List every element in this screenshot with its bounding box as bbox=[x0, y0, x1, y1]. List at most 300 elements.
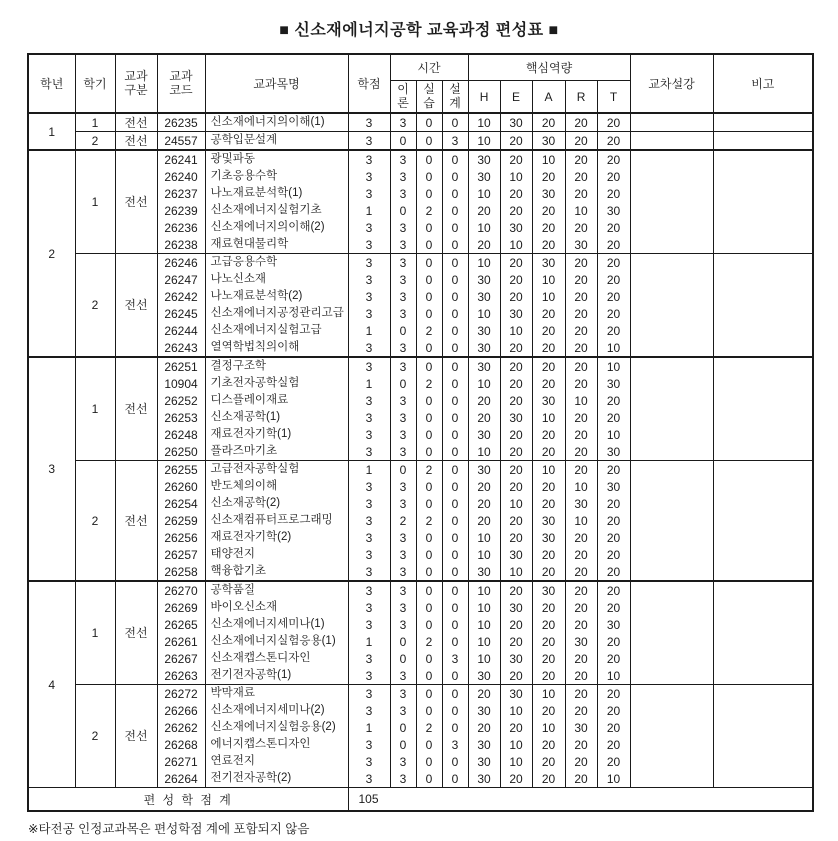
course-code-cell: 26262 bbox=[157, 719, 205, 736]
heart-e-cell: 20 bbox=[500, 392, 532, 409]
credits-cell: 3 bbox=[348, 185, 390, 202]
heart-r-cell: 20 bbox=[565, 546, 597, 563]
heart-a-cell: 20 bbox=[532, 426, 565, 443]
course-row bbox=[28, 357, 813, 375]
heart-r-cell: 20 bbox=[565, 168, 597, 185]
heart-r-cell: 20 bbox=[565, 616, 597, 633]
cross-lecture-cell bbox=[630, 219, 713, 236]
heart-r-cell: 20 bbox=[565, 736, 597, 753]
heart-h-cell: 30 bbox=[468, 357, 500, 375]
heart-r-cell: 20 bbox=[565, 461, 597, 479]
theory-hours-cell: 3 bbox=[390, 357, 416, 375]
heart-t-cell: 20 bbox=[597, 271, 630, 288]
heart-a-cell: 20 bbox=[532, 616, 565, 633]
theory-hours-cell: 3 bbox=[390, 581, 416, 599]
design-hours-cell: 0 bbox=[442, 770, 468, 788]
heart-t-cell: 20 bbox=[597, 219, 630, 236]
credits-cell: 3 bbox=[348, 339, 390, 357]
remarks-cell bbox=[713, 375, 813, 392]
heart-t-cell: 20 bbox=[597, 546, 630, 563]
remarks-cell bbox=[713, 495, 813, 512]
course-code-cell: 26260 bbox=[157, 478, 205, 495]
course-name-cell: 나노신소재 bbox=[205, 271, 348, 288]
heart-t-cell: 20 bbox=[597, 168, 630, 185]
design-hours-cell: 0 bbox=[442, 322, 468, 339]
practice-hours-cell: 0 bbox=[416, 426, 442, 443]
practice-hours-cell: 0 bbox=[416, 132, 442, 151]
cross-lecture-cell bbox=[630, 667, 713, 685]
category-cell: 전선 bbox=[115, 113, 157, 132]
practice-hours-cell: 2 bbox=[416, 322, 442, 339]
heart-e-cell: 20 bbox=[500, 271, 532, 288]
heart-h-cell: 30 bbox=[468, 461, 500, 479]
heart-r-cell: 20 bbox=[565, 113, 597, 132]
practice-hours-cell: 0 bbox=[416, 150, 442, 168]
design-hours-cell: 0 bbox=[442, 495, 468, 512]
course-code-cell: 26238 bbox=[157, 236, 205, 254]
heart-r-cell: 30 bbox=[565, 633, 597, 650]
total-credits-row bbox=[28, 788, 813, 812]
heart-e-cell: 30 bbox=[500, 409, 532, 426]
heart-t-cell: 20 bbox=[597, 132, 630, 151]
course-name-cell: 전기전자공학(2) bbox=[205, 770, 348, 788]
heart-h-cell: 30 bbox=[468, 563, 500, 581]
course-name-cell: 플라즈마기초 bbox=[205, 443, 348, 461]
theory-hours-cell: 0 bbox=[390, 719, 416, 736]
year-cell: 1 bbox=[28, 113, 75, 150]
heart-e-cell: 20 bbox=[500, 719, 532, 736]
course-name-cell: 신소재에너지실험응용(2) bbox=[205, 719, 348, 736]
cross-lecture-cell bbox=[630, 426, 713, 443]
heart-t-cell: 20 bbox=[597, 581, 630, 599]
heart-a-cell: 20 bbox=[532, 339, 565, 357]
theory-hours-cell: 0 bbox=[390, 202, 416, 219]
course-code-cell: 26252 bbox=[157, 392, 205, 409]
heart-h-cell: 30 bbox=[468, 702, 500, 719]
heart-h-cell: 10 bbox=[468, 375, 500, 392]
heart-t-cell: 20 bbox=[597, 753, 630, 770]
theory-hours-cell: 3 bbox=[390, 113, 416, 132]
heart-h-cell: 10 bbox=[468, 616, 500, 633]
semester-cell: 2 bbox=[75, 254, 115, 358]
heart-h-cell: 10 bbox=[468, 443, 500, 461]
course-code-cell: 26239 bbox=[157, 202, 205, 219]
course-code-cell: 26271 bbox=[157, 753, 205, 770]
heart-h-cell: 20 bbox=[468, 719, 500, 736]
cross-lecture-cell bbox=[630, 616, 713, 633]
theory-hours-cell: 3 bbox=[390, 305, 416, 322]
cross-lecture-cell bbox=[630, 150, 713, 168]
theory-hours-cell: 0 bbox=[390, 650, 416, 667]
credits-cell: 3 bbox=[348, 288, 390, 305]
year-cell: 2 bbox=[28, 150, 75, 357]
design-hours-cell: 0 bbox=[442, 563, 468, 581]
practice-hours-cell: 0 bbox=[416, 753, 442, 770]
course-code-cell: 26235 bbox=[157, 113, 205, 132]
course-name-cell: 신소재에너지실험고급 bbox=[205, 322, 348, 339]
remarks-cell bbox=[713, 254, 813, 272]
course-name-cell: 신소재에너지실험응용(1) bbox=[205, 633, 348, 650]
theory-hours-cell: 0 bbox=[390, 322, 416, 339]
col-code-header: 교과 코드 bbox=[157, 54, 205, 113]
course-code-cell: 26264 bbox=[157, 770, 205, 788]
theory-hours-cell: 3 bbox=[390, 392, 416, 409]
theory-hours-cell: 3 bbox=[390, 753, 416, 770]
heart-t-cell: 20 bbox=[597, 633, 630, 650]
heart-h-cell: 20 bbox=[468, 685, 500, 703]
practice-hours-cell: 0 bbox=[416, 650, 442, 667]
heart-a-cell: 20 bbox=[532, 357, 565, 375]
heart-t-cell: 30 bbox=[597, 616, 630, 633]
course-code-cell: 26243 bbox=[157, 339, 205, 357]
course-name-cell: 연료전지 bbox=[205, 753, 348, 770]
remarks-cell bbox=[713, 202, 813, 219]
practice-hours-cell: 0 bbox=[416, 563, 442, 581]
heart-r-cell: 20 bbox=[565, 375, 597, 392]
heart-a-cell: 10 bbox=[532, 271, 565, 288]
credits-cell: 3 bbox=[348, 392, 390, 409]
course-name-cell: 신소재에너지세미나(2) bbox=[205, 702, 348, 719]
remarks-cell bbox=[713, 512, 813, 529]
heart-r-cell: 20 bbox=[565, 185, 597, 202]
heart-t-cell: 20 bbox=[597, 702, 630, 719]
remarks-cell bbox=[713, 753, 813, 770]
practice-hours-cell: 0 bbox=[416, 392, 442, 409]
remarks-cell bbox=[713, 650, 813, 667]
design-hours-cell: 0 bbox=[442, 236, 468, 254]
practice-hours-cell: 0 bbox=[416, 236, 442, 254]
design-hours-cell: 0 bbox=[442, 512, 468, 529]
cross-lecture-cell bbox=[630, 236, 713, 254]
heart-r-cell: 20 bbox=[565, 563, 597, 581]
design-hours-cell: 0 bbox=[442, 150, 468, 168]
theory-hours-cell: 3 bbox=[390, 685, 416, 703]
heart-t-cell: 20 bbox=[597, 685, 630, 703]
course-row bbox=[28, 685, 813, 703]
practice-hours-cell: 0 bbox=[416, 339, 442, 357]
heart-e-cell: 10 bbox=[500, 753, 532, 770]
heart-e-cell: 30 bbox=[500, 599, 532, 616]
credits-cell: 3 bbox=[348, 650, 390, 667]
credits-cell: 3 bbox=[348, 357, 390, 375]
design-hours-cell: 0 bbox=[442, 339, 468, 357]
credits-cell: 3 bbox=[348, 426, 390, 443]
theory-hours-cell: 3 bbox=[390, 546, 416, 563]
heart-a-cell: 10 bbox=[532, 719, 565, 736]
cross-lecture-cell bbox=[630, 512, 713, 529]
course-code-cell: 26255 bbox=[157, 461, 205, 479]
design-hours-cell: 0 bbox=[442, 357, 468, 375]
practice-hours-cell: 0 bbox=[416, 168, 442, 185]
practice-hours-cell: 2 bbox=[416, 461, 442, 479]
theory-hours-cell: 3 bbox=[390, 409, 416, 426]
credits-cell: 3 bbox=[348, 495, 390, 512]
course-code-cell: 26261 bbox=[157, 633, 205, 650]
heart-h-cell: 10 bbox=[468, 650, 500, 667]
practice-hours-cell: 0 bbox=[416, 443, 442, 461]
heart-h-cell: 10 bbox=[468, 546, 500, 563]
cross-lecture-cell bbox=[630, 685, 713, 703]
credits-cell: 3 bbox=[348, 132, 390, 151]
course-name-cell: 열역학법칙의이해 bbox=[205, 339, 348, 357]
heart-e-cell: 20 bbox=[500, 667, 532, 685]
course-name-cell: 재료현대물리학 bbox=[205, 236, 348, 254]
heart-a-cell: 30 bbox=[532, 581, 565, 599]
heart-a-cell: 30 bbox=[532, 392, 565, 409]
design-hours-cell: 0 bbox=[442, 753, 468, 770]
course-name-cell: 신소재컴퓨터프로그래밍 bbox=[205, 512, 348, 529]
cross-lecture-cell bbox=[630, 495, 713, 512]
design-hours-cell: 0 bbox=[442, 375, 468, 392]
category-cell: 전선 bbox=[115, 357, 157, 461]
heart-a-cell: 20 bbox=[532, 478, 565, 495]
course-name-cell: 기초응용수학 bbox=[205, 168, 348, 185]
heart-a-cell: 10 bbox=[532, 288, 565, 305]
theory-hours-cell: 3 bbox=[390, 185, 416, 202]
heart-r-cell: 20 bbox=[565, 288, 597, 305]
heart-r-cell: 20 bbox=[565, 254, 597, 272]
credits-cell: 3 bbox=[348, 753, 390, 770]
cross-lecture-cell bbox=[630, 753, 713, 770]
heart-a-cell: 20 bbox=[532, 202, 565, 219]
design-hours-cell: 0 bbox=[442, 685, 468, 703]
heart-t-cell: 20 bbox=[597, 529, 630, 546]
table-header bbox=[28, 54, 813, 113]
theory-hours-cell: 3 bbox=[390, 150, 416, 168]
remarks-cell bbox=[713, 546, 813, 563]
credits-cell: 3 bbox=[348, 546, 390, 563]
credits-cell: 3 bbox=[348, 563, 390, 581]
heart-h-cell: 30 bbox=[468, 667, 500, 685]
credits-cell: 3 bbox=[348, 478, 390, 495]
heart-r-cell: 20 bbox=[565, 271, 597, 288]
curriculum-table bbox=[27, 53, 814, 812]
heart-h-cell: 20 bbox=[468, 236, 500, 254]
course-code-cell: 26248 bbox=[157, 426, 205, 443]
heart-r-cell: 10 bbox=[565, 202, 597, 219]
credits-cell: 3 bbox=[348, 685, 390, 703]
cross-lecture-cell bbox=[630, 736, 713, 753]
heart-h-cell: 20 bbox=[468, 512, 500, 529]
credits-cell: 3 bbox=[348, 736, 390, 753]
course-name-cell: 신소재에너지실험기초 bbox=[205, 202, 348, 219]
theory-hours-cell: 3 bbox=[390, 288, 416, 305]
heart-a-cell: 20 bbox=[532, 753, 565, 770]
design-hours-cell: 0 bbox=[442, 426, 468, 443]
design-hours-cell: 0 bbox=[442, 529, 468, 546]
practice-hours-cell: 0 bbox=[416, 770, 442, 788]
heart-r-cell: 20 bbox=[565, 529, 597, 546]
cross-lecture-cell bbox=[630, 392, 713, 409]
design-hours-cell: 3 bbox=[442, 650, 468, 667]
remarks-cell bbox=[713, 461, 813, 479]
col-time-group-header: 시간 bbox=[390, 54, 468, 81]
heart-h-cell: 30 bbox=[468, 322, 500, 339]
cross-lecture-cell bbox=[630, 478, 713, 495]
col-course-name-header: 교과목명 bbox=[205, 54, 348, 113]
heart-t-cell: 20 bbox=[597, 495, 630, 512]
course-code-cell: 26265 bbox=[157, 616, 205, 633]
heart-a-cell: 20 bbox=[532, 236, 565, 254]
heart-a-cell: 10 bbox=[532, 461, 565, 479]
credits-cell: 1 bbox=[348, 202, 390, 219]
credits-cell: 3 bbox=[348, 443, 390, 461]
remarks-cell bbox=[713, 685, 813, 703]
heart-t-cell: 20 bbox=[597, 461, 630, 479]
practice-hours-cell: 0 bbox=[416, 478, 442, 495]
heart-e-cell: 10 bbox=[500, 322, 532, 339]
cross-lecture-cell bbox=[630, 719, 713, 736]
heart-t-cell: 10 bbox=[597, 770, 630, 788]
course-name-cell: 핵융합기초 bbox=[205, 563, 348, 581]
remarks-cell bbox=[713, 529, 813, 546]
practice-hours-cell: 0 bbox=[416, 667, 442, 685]
practice-hours-cell: 0 bbox=[416, 409, 442, 426]
credits-cell: 3 bbox=[348, 271, 390, 288]
design-hours-cell: 0 bbox=[442, 254, 468, 272]
semester-cell: 1 bbox=[75, 150, 115, 254]
theory-hours-cell: 0 bbox=[390, 132, 416, 151]
heart-t-cell: 10 bbox=[597, 357, 630, 375]
heart-a-cell: 20 bbox=[532, 322, 565, 339]
heart-t-cell: 20 bbox=[597, 736, 630, 753]
credits-cell: 1 bbox=[348, 375, 390, 392]
heart-r-cell: 20 bbox=[565, 753, 597, 770]
credits-cell: 1 bbox=[348, 461, 390, 479]
credits-cell: 3 bbox=[348, 702, 390, 719]
heart-t-cell: 20 bbox=[597, 409, 630, 426]
heart-r-cell: 20 bbox=[565, 219, 597, 236]
remarks-cell bbox=[713, 478, 813, 495]
design-hours-cell: 0 bbox=[442, 288, 468, 305]
heart-r-cell: 20 bbox=[565, 322, 597, 339]
heart-a-cell: 10 bbox=[532, 685, 565, 703]
heart-h-cell: 10 bbox=[468, 185, 500, 202]
credits-cell: 3 bbox=[348, 254, 390, 272]
col-design-header: 설 계 bbox=[442, 81, 468, 114]
footnote-text: ※타전공 인정교과목은 편성학점 계에 포함되지 않음 bbox=[28, 822, 310, 836]
theory-hours-cell: 0 bbox=[390, 633, 416, 650]
heart-h-cell: 10 bbox=[468, 132, 500, 151]
theory-hours-cell: 3 bbox=[390, 443, 416, 461]
credits-cell: 3 bbox=[348, 168, 390, 185]
design-hours-cell: 0 bbox=[442, 633, 468, 650]
col-category-header: 교과 구분 bbox=[115, 54, 157, 113]
credits-cell: 1 bbox=[348, 633, 390, 650]
remarks-cell bbox=[713, 736, 813, 753]
design-hours-cell: 0 bbox=[442, 546, 468, 563]
heart-t-cell: 20 bbox=[597, 150, 630, 168]
course-name-cell: 고급응용수학 bbox=[205, 254, 348, 272]
theory-hours-cell: 3 bbox=[390, 339, 416, 357]
course-code-cell: 26237 bbox=[157, 185, 205, 202]
heart-e-cell: 30 bbox=[500, 305, 532, 322]
credits-cell: 3 bbox=[348, 667, 390, 685]
heart-r-cell: 20 bbox=[565, 650, 597, 667]
heart-e-cell: 20 bbox=[500, 770, 532, 788]
design-hours-cell: 0 bbox=[442, 305, 468, 322]
category-cell: 전선 bbox=[115, 132, 157, 151]
practice-hours-cell: 0 bbox=[416, 219, 442, 236]
course-row bbox=[28, 150, 813, 168]
course-name-cell: 디스플레이재료 bbox=[205, 392, 348, 409]
heart-t-cell: 20 bbox=[597, 719, 630, 736]
cross-lecture-cell bbox=[630, 546, 713, 563]
heart-r-cell: 20 bbox=[565, 599, 597, 616]
heart-r-cell: 20 bbox=[565, 581, 597, 599]
heart-a-cell: 20 bbox=[532, 113, 565, 132]
remarks-cell bbox=[713, 322, 813, 339]
heart-h-cell: 30 bbox=[468, 736, 500, 753]
heart-r-cell: 10 bbox=[565, 478, 597, 495]
design-hours-cell: 0 bbox=[442, 461, 468, 479]
heart-e-cell: 20 bbox=[500, 426, 532, 443]
semester-cell: 2 bbox=[75, 461, 115, 582]
heart-e-cell: 20 bbox=[500, 375, 532, 392]
heart-h-cell: 30 bbox=[468, 168, 500, 185]
heart-a-cell: 20 bbox=[532, 168, 565, 185]
heart-t-cell: 10 bbox=[597, 339, 630, 357]
col-heart-e-header: E bbox=[500, 81, 532, 114]
remarks-cell bbox=[713, 770, 813, 788]
heart-t-cell: 20 bbox=[597, 512, 630, 529]
course-name-cell: 결정구조학 bbox=[205, 357, 348, 375]
remarks-cell bbox=[713, 150, 813, 168]
heart-t-cell: 10 bbox=[597, 667, 630, 685]
col-heart-h-header: H bbox=[468, 81, 500, 114]
cross-lecture-cell bbox=[630, 409, 713, 426]
heart-a-cell: 10 bbox=[532, 150, 565, 168]
heart-t-cell: 20 bbox=[597, 322, 630, 339]
practice-hours-cell: 2 bbox=[416, 512, 442, 529]
credits-cell: 3 bbox=[348, 599, 390, 616]
cross-lecture-cell bbox=[630, 529, 713, 546]
heart-e-cell: 30 bbox=[500, 650, 532, 667]
course-name-cell: 신소재에너지의이해(2) bbox=[205, 219, 348, 236]
heart-h-cell: 20 bbox=[468, 495, 500, 512]
cross-lecture-cell bbox=[630, 339, 713, 357]
cross-lecture-cell bbox=[630, 357, 713, 375]
theory-hours-cell: 3 bbox=[390, 770, 416, 788]
course-row bbox=[28, 254, 813, 272]
semester-cell: 1 bbox=[75, 113, 115, 132]
remarks-cell bbox=[713, 132, 813, 151]
heart-r-cell: 20 bbox=[565, 667, 597, 685]
heart-a-cell: 30 bbox=[532, 512, 565, 529]
credits-cell: 3 bbox=[348, 236, 390, 254]
remarks-cell bbox=[713, 702, 813, 719]
heart-e-cell: 20 bbox=[500, 202, 532, 219]
course-name-cell: 신소재공학(1) bbox=[205, 409, 348, 426]
design-hours-cell: 0 bbox=[442, 219, 468, 236]
heart-a-cell: 20 bbox=[532, 495, 565, 512]
col-year-header: 학년 bbox=[28, 54, 75, 113]
course-code-cell: 26268 bbox=[157, 736, 205, 753]
cross-lecture-cell bbox=[630, 271, 713, 288]
design-hours-cell: 0 bbox=[442, 113, 468, 132]
heart-t-cell: 20 bbox=[597, 236, 630, 254]
theory-hours-cell: 3 bbox=[390, 529, 416, 546]
heart-r-cell: 20 bbox=[565, 685, 597, 703]
heart-e-cell: 20 bbox=[500, 132, 532, 151]
heart-h-cell: 30 bbox=[468, 426, 500, 443]
heart-h-cell: 30 bbox=[468, 339, 500, 357]
category-cell: 전선 bbox=[115, 461, 157, 582]
course-code-cell: 26266 bbox=[157, 702, 205, 719]
heart-e-cell: 20 bbox=[500, 461, 532, 479]
course-code-cell: 26250 bbox=[157, 443, 205, 461]
heart-r-cell: 10 bbox=[565, 512, 597, 529]
